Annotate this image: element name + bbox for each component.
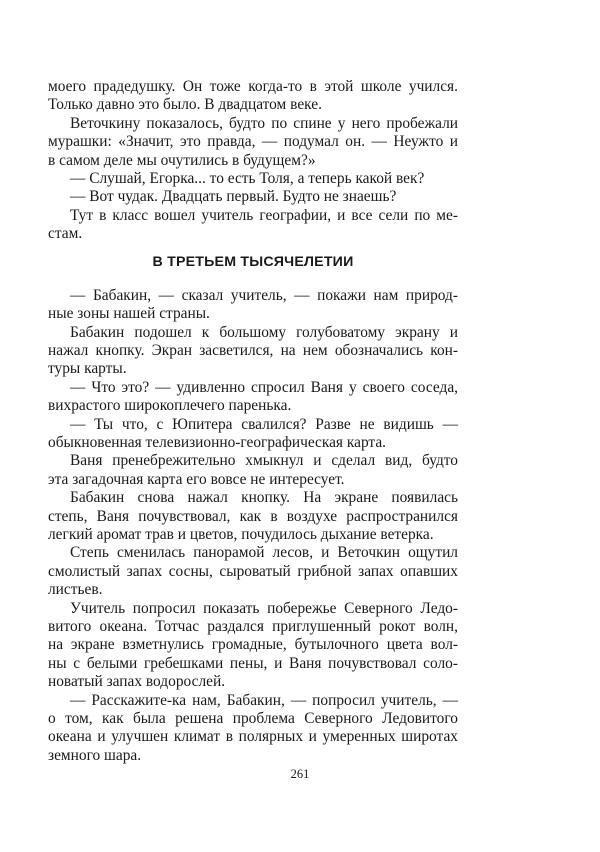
text-line: вихрастого широкоплечего паренька. [48,397,292,415]
text-line: смолистый запах сосны, сыроватый грибной запах опавших [48,562,458,580]
text-line: на экране взметнулись громадные, бутылочного цвета вол- [48,636,458,654]
text-line: эта загадочная карта его вовсе не интересует. [48,470,345,488]
text-line: Учитель попросил показать побережье Северного Ледо- [70,599,458,617]
section-heading: В ТРЕТЬЕМ ТЫСЯЧЕЛЕТИИ [152,253,354,270]
text-line: легкий аромат трав и цветов, почудилось дыхание ветерка. [48,525,434,543]
text-line: — Бабакин, — сказал учитель, — покажи нам природ- [70,286,458,304]
text-line: в самом деле мы очутились в будущем?» [48,151,316,169]
text-line: — Вот чудак. Двадцать первый. Будто не знаешь? [70,188,397,206]
text-line: листьев. [48,581,103,599]
text-line: нажал кнопку. Экран засветился, на нем обозначались кон- [48,342,458,360]
text-line: обыкновенная телевизионно-географическая карта. [48,434,387,452]
text-line: моего прадедушку. Он тоже когда-то в этой школе учился. [48,78,458,95]
text-line: степь, Ваня почувствовал, как в воздухе распространился [48,507,458,525]
text-line: Ваня пренебрежительно хмыкнул и сделал вид, будто [70,452,458,470]
page-text [48,78,458,765]
text-line: океана и улучшен климат в полярных и умеренных широтах [48,728,458,746]
text-line: Тут в класс вошел учитель географии, и все сели по ме- [70,206,458,224]
text-line: ны с белыми гребешками пены, и Ваня почувствовал соло- [48,654,458,672]
text-line: Только давно это было. В двадцатом веке. [48,96,322,114]
text-line: — Что это? — удивленно спросил Ваня у своего соседа, [70,378,458,396]
text-line: земного шара. [48,746,142,764]
text-line: Веточкину показалось, будто по спине у него пробежали [70,114,458,132]
text-line: мурашки: «Значит, это правда, — подумал он. — Неужто и [48,133,458,151]
text-line: новатый запах водорослей. [48,673,226,691]
text-line: ные зоны нашей страны. [48,305,210,323]
text-line: Бабакин подошел к большому голубоватому экрану и [70,323,458,341]
text-line: витого океана. Тотчас раздался приглушенный рокот волн, [48,617,458,635]
page-number: 261 [290,767,310,781]
text-line: Степь сменилась панорамой лесов, и Веточкин ощутил [70,544,458,562]
text-line: стам. [48,225,83,243]
text-line: туры карты. [48,360,127,378]
text-line: — Ты что, с Юпитера свалился? Разве не видишь — [70,415,458,433]
text-line: о том, как была решена проблема Северного Ледовитого [48,709,458,727]
text-line: — Слушай, Егорка... то есть Толя, а теперь какой век? [70,169,425,187]
text-line: Бабакин снова нажал кнопку. На экране появилась [70,489,458,507]
text-line: — Расскажите-ка нам, Бабакин, — попросил учитель, — [70,691,458,709]
